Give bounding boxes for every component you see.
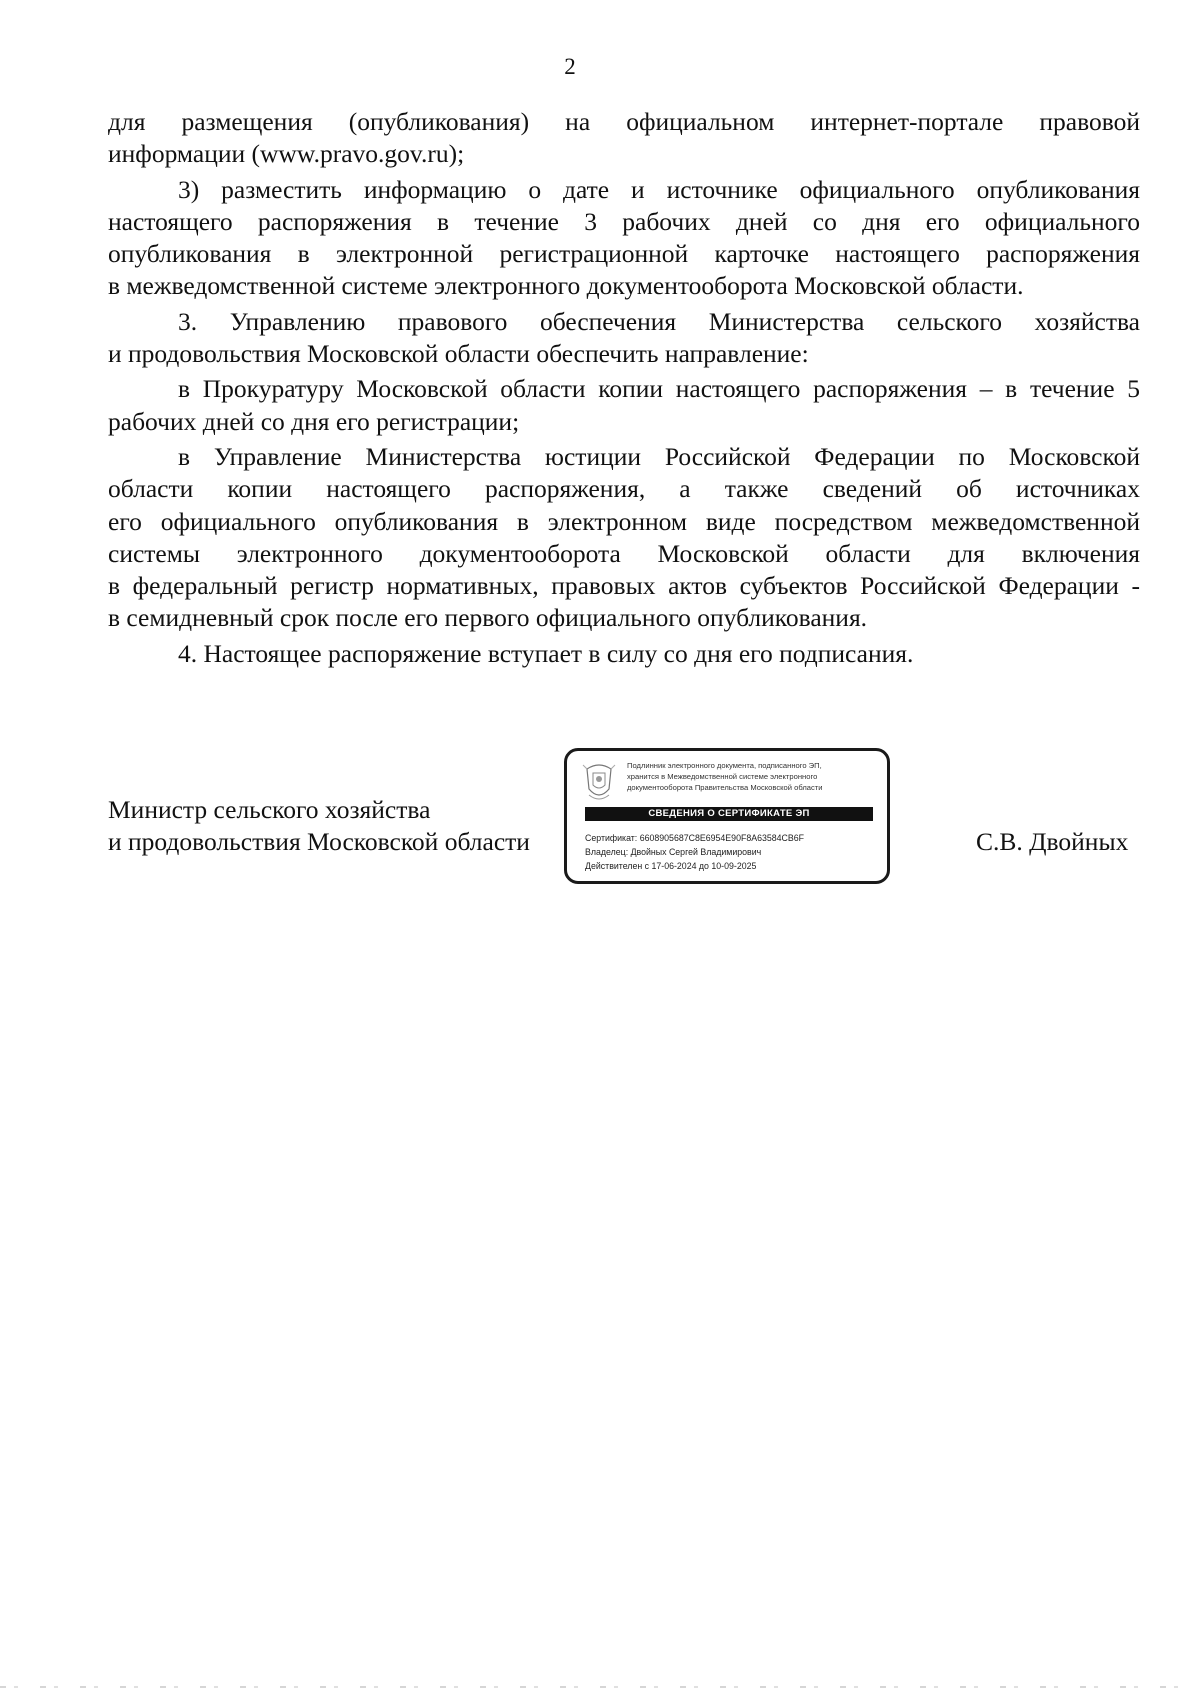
- signatory-title: [108, 794, 530, 858]
- text-line: в семидневный срок после его первого официального опубликования.: [108, 603, 868, 633]
- text-line: информации (www.pravo.gov.ru);: [108, 139, 465, 169]
- stamp-header-line: хранится в Межведомственной системе электронного: [627, 772, 818, 781]
- coat-of-arms-icon: [579, 759, 619, 807]
- stamp-validity: Действителен с 17-06-2024 до 10-09-2025: [585, 861, 757, 871]
- stamp-certificate-number: Сертификат: 6608905687C8E6954E90F8A63584CB6F: [585, 833, 805, 843]
- document-body: [108, 106, 1140, 670]
- signatory-title-line: и продовольствия Московской области: [108, 827, 530, 856]
- stamp-certificate-heading: СВЕДЕНИЯ О СЕРТИФИКАТЕ ЭП: [585, 807, 873, 821]
- e-signature-stamp: [564, 748, 890, 884]
- text-line: в Прокуратуру Московской области копии настоящего распоряжения – в течение 5: [178, 374, 1140, 404]
- stamp-certificate-details: [585, 831, 885, 873]
- text-line: области копии настоящего распоряжения, а также сведений об источниках: [108, 474, 1140, 504]
- text-line: 3) разместить информацию о дате и источнике официального опубликования: [178, 174, 1140, 204]
- text-line: для размещения (опубликования) на официальном интернет-портале правовой: [108, 107, 1140, 136]
- text-line: 4. Настоящее распоряжение вступает в силу со дня его подписания.: [178, 638, 914, 668]
- paragraph-5: [108, 441, 1140, 635]
- paragraph-1: [108, 106, 1140, 171]
- stamp-header: [627, 760, 885, 793]
- text-line: в федеральный регистр нормативных, правовых актов субъектов Российской Федерации -: [108, 571, 1140, 601]
- paragraph-6: [108, 638, 1140, 670]
- text-line: в межведомственной системе электронного документооборота Московской области.: [108, 271, 1024, 301]
- signatory-title-line: Министр сельского хозяйства: [108, 795, 431, 824]
- text-line: его официального опубликования в электронном виде посредством межведомственной: [108, 506, 1140, 536]
- stamp-header-line: документооборота Правительства Московской области: [627, 783, 823, 792]
- paragraph-2: [108, 174, 1140, 303]
- text-line: в Управление Министерства юстиции Российской Федерации по Московской: [178, 441, 1140, 471]
- text-line: системы электронного документооборота Московской области для включения: [108, 538, 1140, 568]
- text-line: 3. Управлению правового обеспечения Министерства сельского хозяйства: [178, 306, 1140, 336]
- text-line: настоящего распоряжения в течение 3 рабочих дней со дня его официального: [108, 206, 1140, 236]
- text-line: рабочих дней со дня его регистрации;: [108, 406, 520, 436]
- paragraph-3: [108, 306, 1140, 371]
- text-line: и продовольствия Московской области обеспечить направление:: [108, 339, 809, 369]
- page-number: 2: [564, 54, 576, 79]
- scan-artifact-line: [0, 1686, 1200, 1688]
- stamp-owner: Владелец: Двойных Сергей Владимирович: [585, 847, 762, 857]
- signatory-name: С.В. Двойных: [976, 827, 1129, 856]
- stamp-header-line: Подлинник электронного документа, подписанного ЭП,: [627, 761, 822, 770]
- paragraph-4: [108, 373, 1140, 438]
- text-line: опубликования в электронной регистрационной карточке настоящего распоряжения: [108, 239, 1140, 269]
